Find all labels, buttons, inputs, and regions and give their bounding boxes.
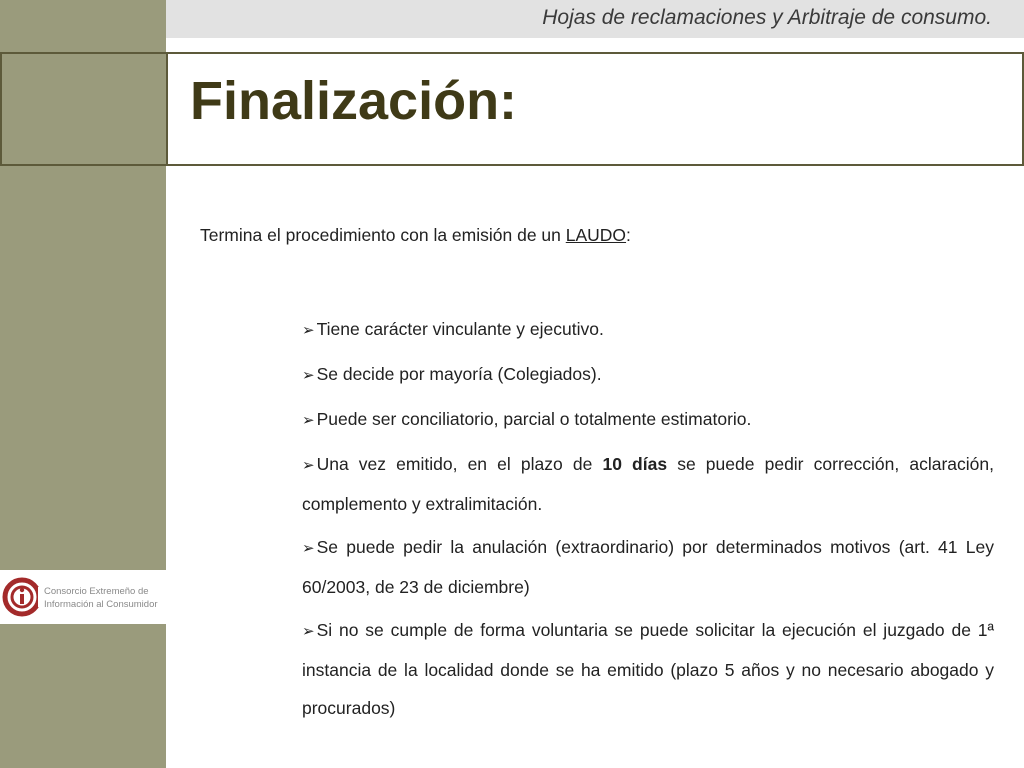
laudo-term: LAUDO: [565, 225, 627, 245]
arrow-bullet-icon: ➢: [302, 540, 315, 557]
arrow-bullet-icon: ➢: [302, 412, 315, 429]
bullet-text: Puede ser conciliatorio, parcial o totalmente estimatorio.: [316, 409, 752, 429]
consortium-logo: [0, 570, 166, 624]
bullet-text-before: Una vez emitido, en el plazo de: [316, 454, 603, 474]
bullet-item: [302, 355, 994, 395]
bullet-item: [302, 611, 994, 727]
logo-line-2: Información al Consumidor: [44, 599, 158, 610]
bullet-list: [302, 310, 994, 732]
arrow-bullet-icon: ➢: [302, 457, 315, 474]
bullet-item: [302, 310, 994, 350]
logo-text: [44, 585, 158, 611]
arrow-bullet-icon: ➢: [302, 367, 315, 384]
presentation-subtitle: Hojas de reclamaciones y Arbitraje de consumo.: [542, 6, 992, 29]
arrow-bullet-icon: ➢: [302, 322, 315, 339]
bullet-item: [302, 445, 994, 523]
intro-text: [200, 225, 631, 246]
title-box-left-fill: [2, 54, 166, 164]
bullet-item: [302, 528, 994, 606]
bullet-text: Si no se cumple de forma voluntaria se puede solicitar la ejecución el juzgado de 1ª instancia de la localidad donde se ha emitido (plazo 5 años y no necesario abogado y procurados): [302, 620, 994, 718]
bullet-text: Tiene carácter vinculante y ejecutivo.: [316, 319, 604, 339]
intro-before: Termina el procedimiento con la emisión de un: [200, 225, 566, 245]
slide-title: Finalización:: [190, 71, 518, 131]
consortium-logo-icon: [2, 573, 44, 621]
bullet-item: [302, 400, 994, 440]
intro-after: :: [626, 225, 631, 245]
header-bar: [166, 0, 1024, 38]
bullet-text: Se decide por mayoría (Colegiados).: [316, 364, 602, 384]
logo-line-1: Consorcio Extremeño de: [44, 586, 149, 597]
bullet-text-after: se puede pedir corrección, aclaración, complemento y extralimitación.: [302, 454, 994, 514]
bullet-bold-term: 10 días: [602, 454, 668, 474]
arrow-bullet-icon: ➢: [302, 623, 315, 640]
bullet-text: Se puede pedir la anulación (extraordinario) por determinados motivos (art. 41 Ley 60/2003, de 23 de diciembre): [302, 537, 994, 597]
